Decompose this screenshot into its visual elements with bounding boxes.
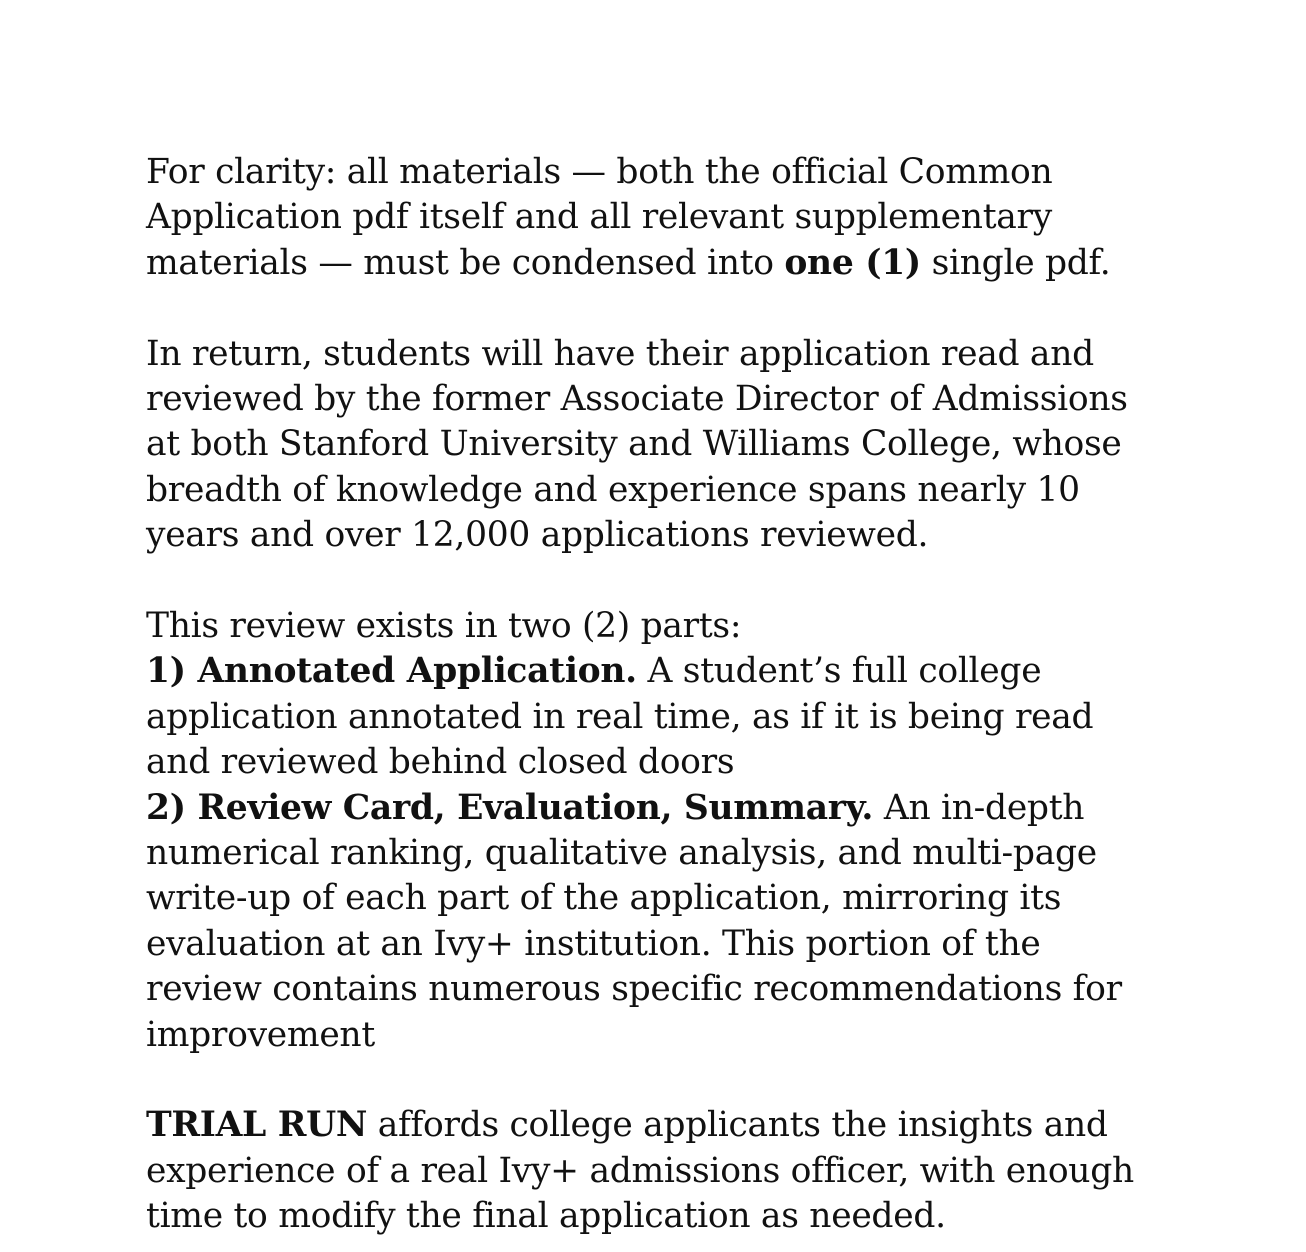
review-parts-section [146, 604, 1166, 1058]
clarity-emphasis: one (1) [784, 242, 921, 283]
trial-run-title: TRIAL RUN [146, 1105, 368, 1146]
document-page [146, 150, 1166, 1240]
review-part-item [146, 786, 1166, 1058]
review-part-title: 2) Review Card, Evaluation, Summary. [146, 787, 874, 828]
trial-run-paragraph [146, 1103, 1166, 1239]
reviewer-paragraph: In return, students will have their application read and reviewed by the former Associate Director of Admissions at both Stanford University and Williams College, whose breadth of knowledge and experience spans nearly 10 years and over 12,000 applications reviewed. [146, 333, 1128, 556]
clarity-paragraph [146, 150, 1166, 286]
review-parts-intro: This review exists in two (2) parts: [146, 606, 742, 647]
clarity-text: For clarity: all materials — both the official Common Application pdf itself and all relevant supplementary materials — must be condensed into [146, 152, 1053, 283]
review-part-text: An in-depth numerical ranking, qualitative analysis, and multi-page write-up of each part of the application, mirroring its evaluation at an Ivy+ institution. This portion of the review contains numerous specific recommendations for improvement [146, 787, 1122, 1055]
review-part-title: 1) Annotated Application. [146, 651, 637, 692]
trial-run-text: affords college applicants the insights and experience of a real Ivy+ admissions officer, with enough time to modify the final application as needed. [146, 1105, 1134, 1237]
review-part-text: A student’s full college application annotated in real time, as if it is being read and reviewed behind closed doors [146, 651, 1094, 783]
review-part-item [146, 649, 1166, 785]
clarity-text-end: single pdf. [920, 242, 1111, 283]
